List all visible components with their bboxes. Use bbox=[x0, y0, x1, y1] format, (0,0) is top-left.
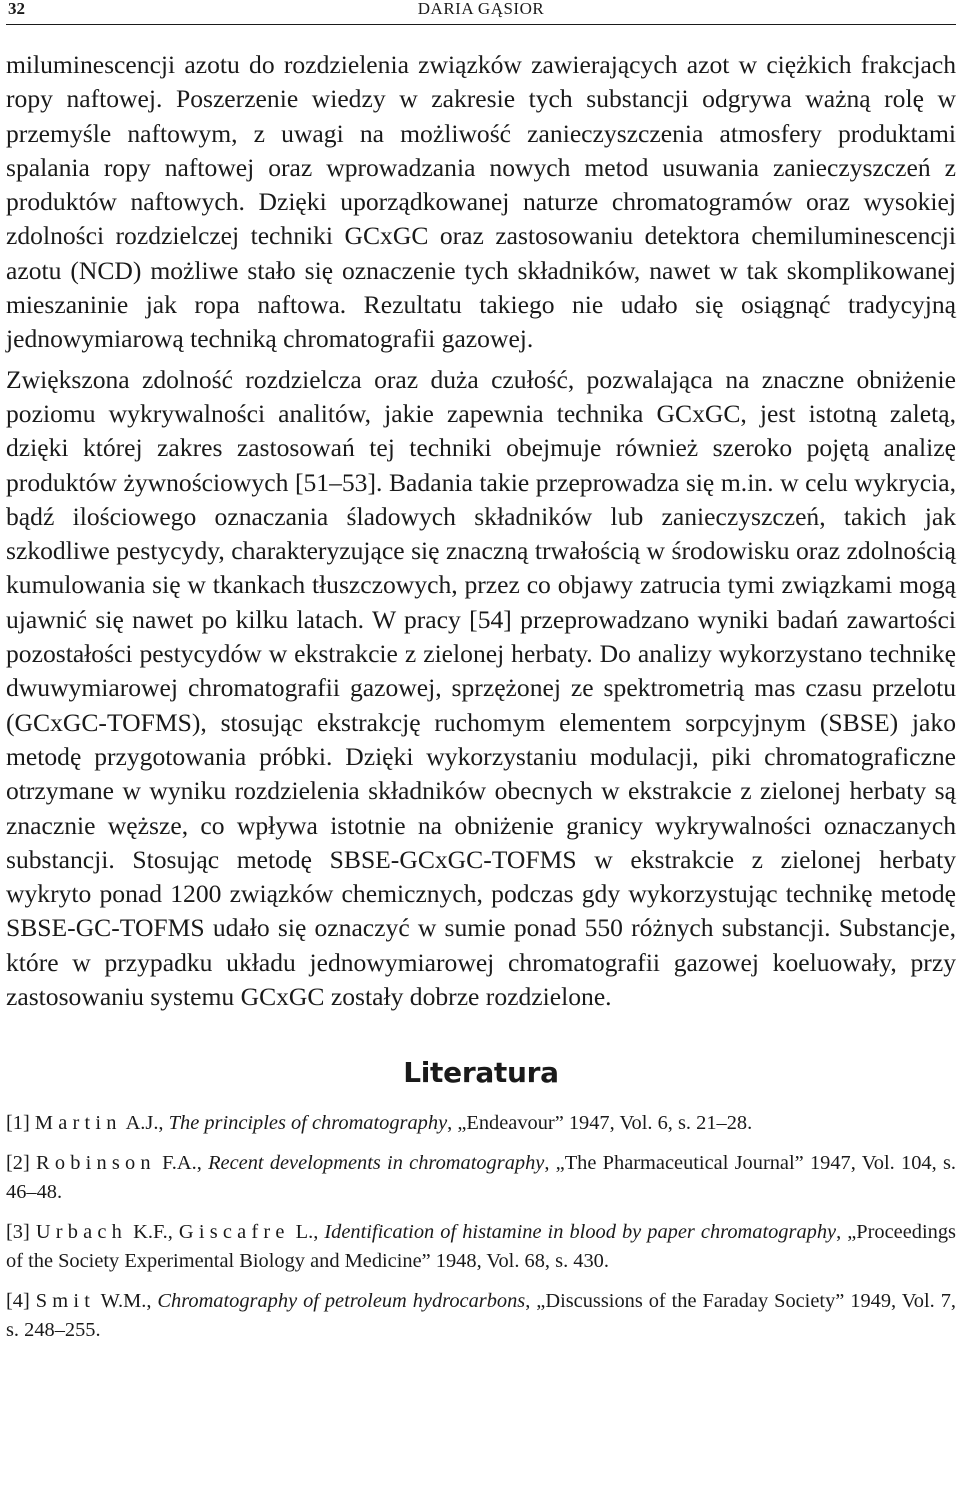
reference-initials: F.A., bbox=[162, 1152, 202, 1175]
running-head: DARIA GĄSIOR bbox=[417, 0, 545, 18]
reference-number: [2] bbox=[6, 1152, 30, 1175]
reference-initials: W.M., bbox=[100, 1290, 152, 1313]
reference-author: Robinson bbox=[36, 1152, 156, 1175]
reference-details: , „Endeavour” 1947, Vol. 6, s. 21–28. bbox=[447, 1112, 753, 1135]
paragraph: Zwiększona zdolność rozdzielcza oraz duża czułość, pozwalająca na znaczne obniżenie poziomu wykrywalności analitów, jakie zapewnia technika GCxGC, jest istotną zaletą, dzięki której zakres zastosowań tej techniki obejmuje również szeroko pojętą analizę produktów żywnościowych [51–53]. Badania takie przeprowadza się m.in. w celu wykrycia, bądź ilościowego oznaczania śladowych składników lub zanieczyszczeń, takich jak szkodliwe pestycydy, charakteryzujące się znaczną trwałością w środowisku oraz zdolnością kumulowania się w tkankach tłuszczowych, przez co objawy zatrucia tymi związkami mogą ujawnić się nawet po kilku latach. W pracy [54] przeprowadzano wyniki badań zawartości pozostałości pestycydów w ekstrakcie z zielonej herbaty. Do analizy wykorzystano technikę dwuwymiarowej chromatografii gazowej, sprzężonej ze spektrometrią mas czasu przelotu (GCxGC-TOFMS), stosując ekstrakcję ruchomym elementem sorpcyjnym (SBSE) jako metodę przygotowania próbki. Dzięki wykorzystaniu modulacji, piki chromatograficzne otrzymane w wyniku rozdzielenia składników obecnych w ekstrakcie z zielonej herbaty są znacznie węższe, co wpływa istotnie na obniżenie granicy wykrywalności oznaczanych substancji. Stosując metodę SBSE-GCxGC-TOFMS w ekstrakcie z zielonej herbaty wykryto ponad 1200 związków chemicznych, podczas gdy wykorzystując technikę metodę SBSE-GC-TOFMS udało się oznaczyć w sumie ponad 550 różnych substancji. Substancje, które w przypadku układu jednowymiarowej chromatografii gazowej koeluowały, przy zastosowaniu systemu GCxGC zostały dobrze rozdzielone. bbox=[6, 364, 956, 1012]
reference-author: Urbach bbox=[35, 1221, 128, 1244]
reference-author: Smit bbox=[35, 1290, 96, 1313]
page-header bbox=[6, 0, 956, 30]
reference-number: [4] bbox=[6, 1290, 30, 1313]
reference-title: Chromatography of petroleum hydrocarbons bbox=[157, 1290, 526, 1313]
reference-details: , „Discussions of the Faraday Society” 1949, Vol. 7, s. 248–255. bbox=[6, 1290, 956, 1342]
reference-number: [1] bbox=[6, 1112, 30, 1135]
reference-item bbox=[6, 1149, 956, 1207]
reference-title: Identification of histamine in blood by paper chromatography bbox=[324, 1221, 837, 1244]
reference-item bbox=[6, 1109, 956, 1138]
paragraph: miluminescencji azotu do rozdzielenia związków zawierających azot w ciężkich frakcjach ropy naftowej. Poszerzenie wiedzy w zakresie tych substancji odgrywa ważną rolę w przemyśle naftowym, z uwagi na możliwość zanieczyszczenia atmosfery produktami spalania ropy naftowej oraz wprowadzania nowych metod usuwania zanieczyszczeń z produktów naftowych. Dzięki uporządkowanej naturze chromatogramów oraz wysokiej zdolności rozdzielczej techniki GCxGC oraz zastosowaniu detektora chemiluminescencji azotu (NCD) możliwe stało się oznaczenie tych składników, nawet w tak skomplikowanej mieszaninie jak ropa naftowa. Rezultatu takiego nie udało się osiągnąć tradycyjną jednowymiarową techniką chromatografii gazowej. bbox=[6, 50, 956, 354]
reference-initials: K.F., bbox=[133, 1221, 173, 1244]
reference-details: , „Proceedings of the Society Experimental Biology and Medicine” 1948, Vol. 68, s. 430. bbox=[6, 1221, 956, 1273]
reference-item bbox=[6, 1218, 956, 1276]
reference-title: The principles of chromatography bbox=[168, 1112, 448, 1135]
reference-author: Martin bbox=[34, 1112, 122, 1135]
page-number: 32 bbox=[8, 0, 25, 18]
reference-author: Giscafre bbox=[178, 1221, 290, 1244]
reference-initials: A.J., bbox=[125, 1112, 164, 1135]
reference-item bbox=[6, 1287, 956, 1345]
reference-details: , „The Pharmaceutical Journal” 1947, Vol. 104, s. 46–48. bbox=[6, 1152, 956, 1204]
reference-number: [3] bbox=[6, 1221, 30, 1244]
reference-list bbox=[6, 1109, 956, 1345]
section-title: Literatura bbox=[403, 1056, 559, 1090]
body-text bbox=[6, 48, 956, 1014]
reference-title: Recent developments in chromatography bbox=[208, 1152, 545, 1175]
reference-initials: L., bbox=[295, 1221, 319, 1244]
header-rule bbox=[6, 24, 956, 25]
